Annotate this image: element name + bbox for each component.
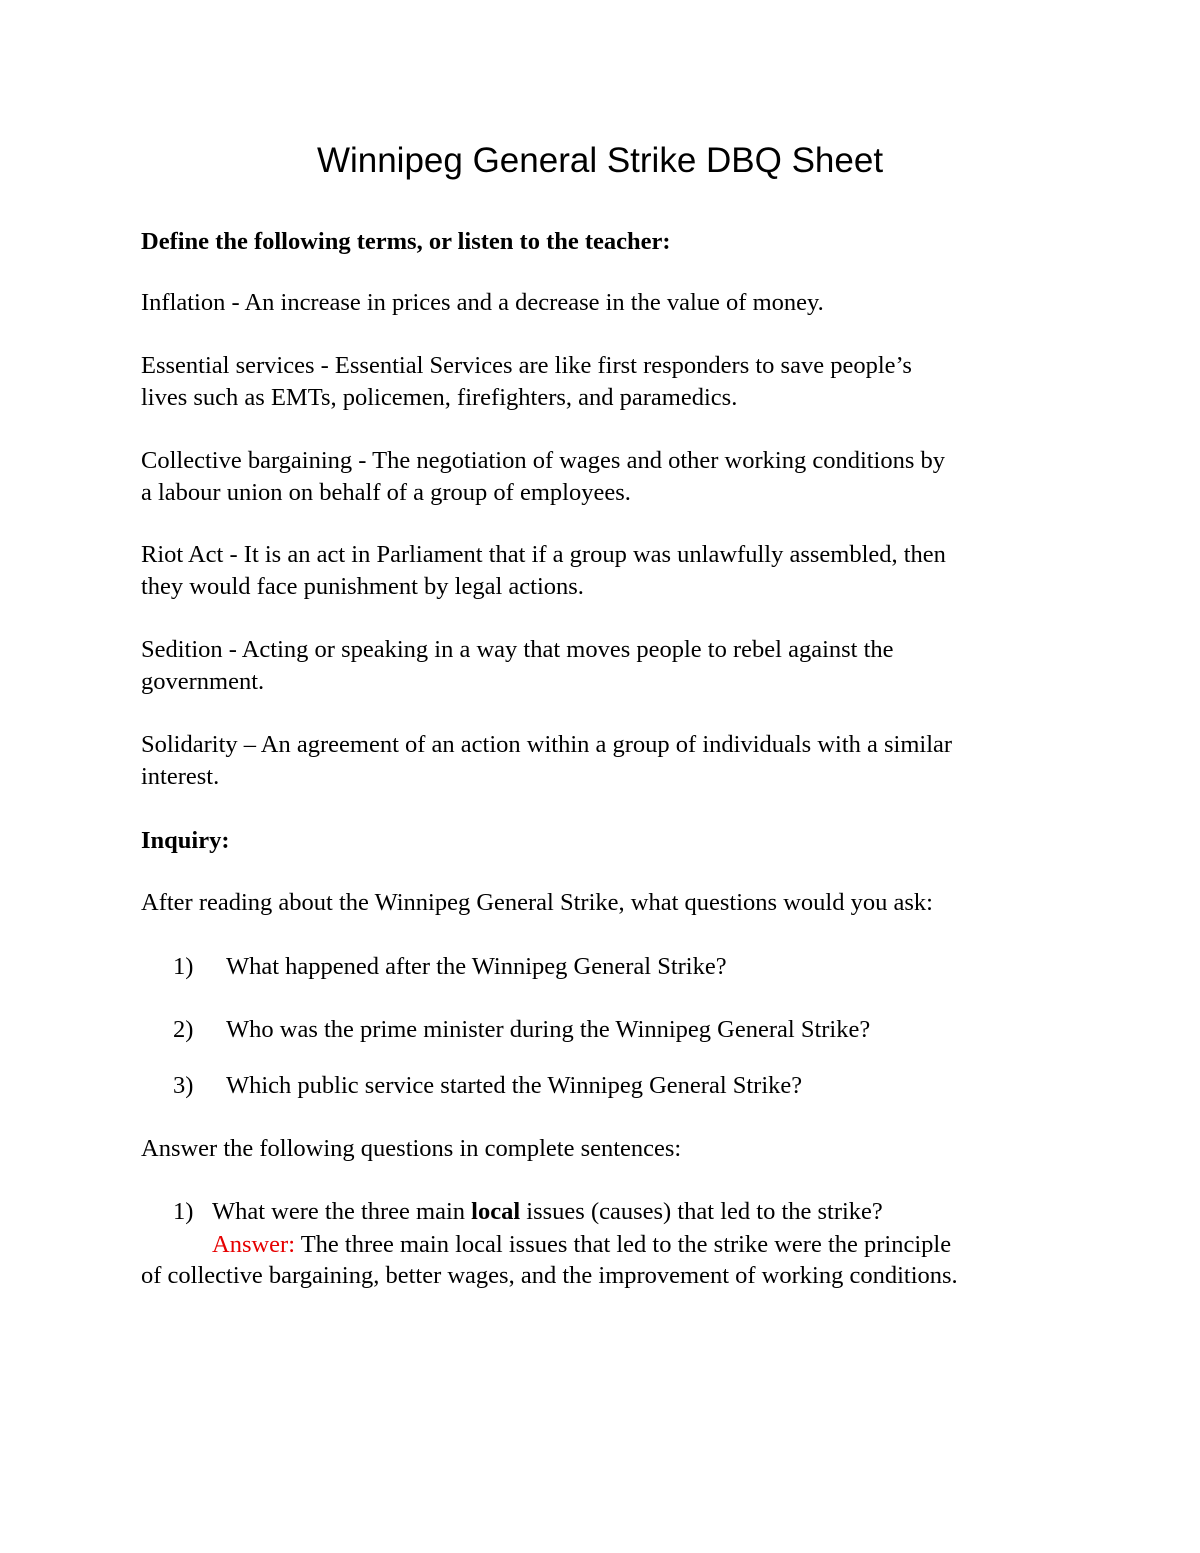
emphasis-local: local [471, 1198, 521, 1225]
term-definition-continued: a labour union on behalf of a group of employees. [141, 479, 631, 506]
inquiry-question-number: 2) [173, 1016, 194, 1043]
answer-question: What were the three main local issues (causes) that led to the strike? [212, 1198, 883, 1225]
term-definition-continued: they would face punishment by legal actions. [141, 573, 584, 600]
term-inflation: Inflation - An increase in prices and a decrease in the value of money. [141, 289, 824, 316]
answer-text: Answer: The three main local issues that led to the strike were the principle [212, 1231, 952, 1258]
inquiry-question-number: 3) [173, 1072, 194, 1099]
term-sedition: Sedition - Acting or speaking in a way that moves people to rebel against the [141, 636, 894, 663]
term-definition: The negotiation of wages and other working conditions by [372, 447, 946, 474]
answer-question-number: 1) [173, 1198, 194, 1225]
answer-label: Answer: [212, 1231, 296, 1258]
term-name: Solidarity [141, 731, 238, 758]
term-definition-continued: lives such as EMTs, policemen, firefighters, and paramedics. [141, 384, 738, 411]
term-name: Collective bargaining [141, 447, 353, 474]
inquiry-heading: Inquiry: [141, 827, 230, 854]
answer-text-continued: of collective bargaining, better wages, and the improvement of working conditions. [141, 1262, 958, 1289]
inquiry-question-number: 1) [173, 953, 194, 980]
page-title: Winnipeg General Strike DBQ Sheet [316, 141, 884, 180]
inquiry-question: What happened after the Winnipeg General Strike? [226, 953, 727, 980]
answer-prompt: Answer the following questions in complete sentences: [141, 1135, 682, 1162]
term-definition-continued: government. [141, 668, 265, 695]
inquiry-prompt: After reading about the Winnipeg General Strike, what questions would you ask: [141, 889, 933, 916]
term-definition: Essential Services are like first responders to save people’s [334, 352, 912, 379]
inquiry-question: Which public service started the Winnipeg General Strike? [226, 1072, 803, 1099]
term-collective-bargaining: Collective bargaining - The negotiation of wages and other working conditions by [141, 447, 946, 474]
term-solidarity: Solidarity – An agreement of an action within a group of individuals with a similar [141, 731, 953, 758]
term-name: Riot Act [141, 541, 224, 568]
inquiry-question: Who was the prime minister during the Winnipeg General Strike? [226, 1016, 871, 1043]
term-definition: It is an act in Parliament that if a group was unlawfully assembled, then [243, 541, 946, 568]
term-name: Essential services [141, 352, 315, 379]
term-definition-continued: interest. [141, 763, 220, 790]
term-name: Sedition [141, 636, 223, 663]
term-definition: Acting or speaking in a way that moves people to rebel against the [241, 636, 894, 663]
term-riot-act: Riot Act - It is an act in Parliament that if a group was unlawfully assembled, then [141, 541, 946, 568]
term-name: Inflation [141, 289, 226, 316]
define-heading: Define the following terms, or listen to the teacher: [141, 228, 671, 255]
term-definition: An agreement of an action within a group of individuals with a similar [260, 731, 953, 758]
term-definition: An increase in prices and a decrease in the value of money. [244, 289, 824, 316]
term-essential-services: Essential services - Essential Services are like first responders to save people’s [141, 352, 912, 379]
